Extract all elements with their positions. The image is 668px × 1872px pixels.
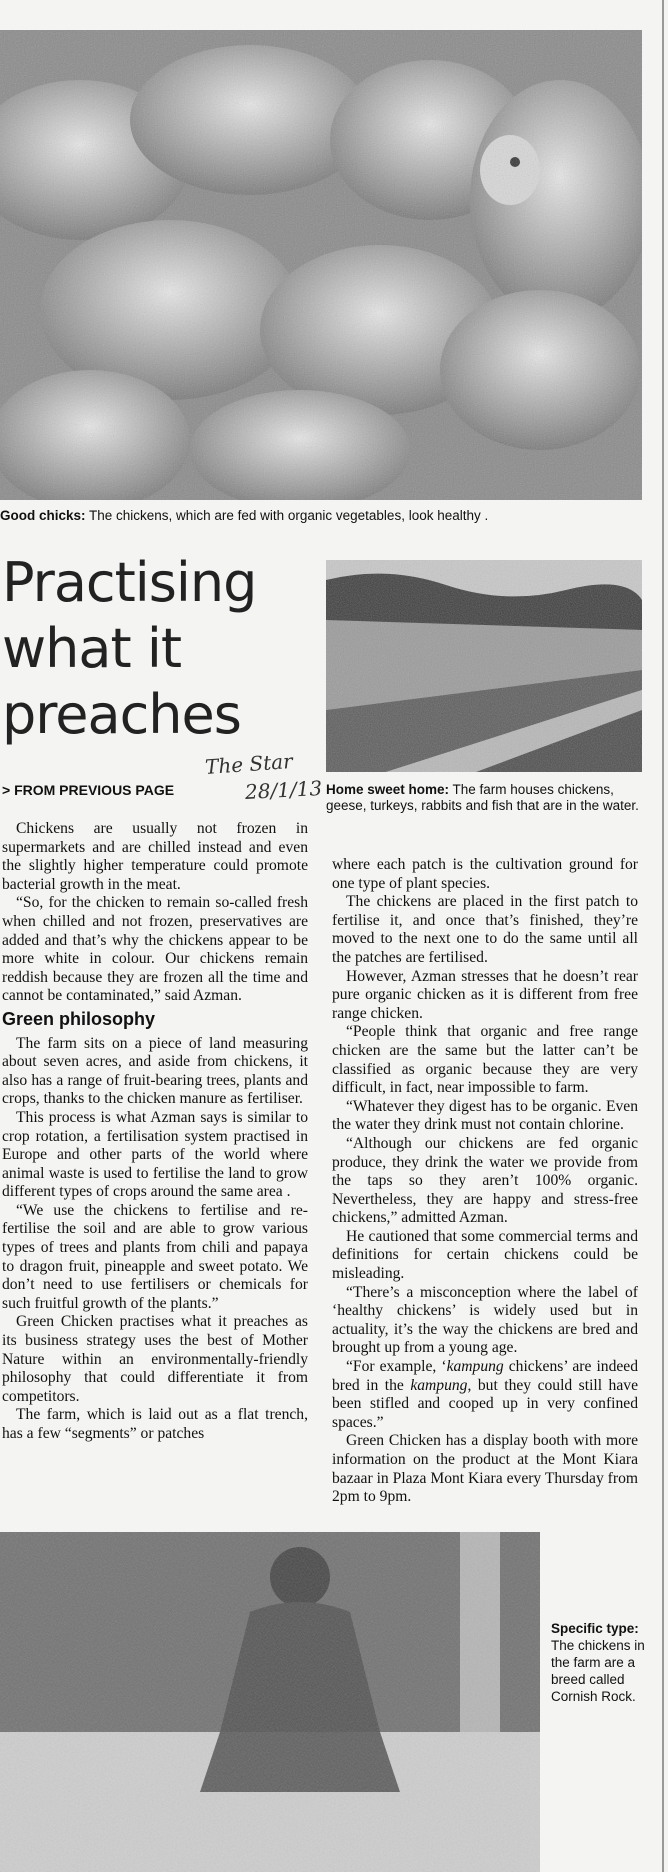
article-column-2 (332, 856, 638, 1507)
top-caption-label: Good chicks: (0, 508, 86, 523)
paragraph: “We use the chickens to fertilise and re-fertilise the soil and are able to grow various types of trees and plants from chili and papaya to dragon fruit, pineapple and sweet potato. We don’t need to use fertilisers or chemicals for such fruitful growth of the plants.” (2, 1201, 308, 1312)
headline (2, 550, 256, 748)
paragraph: The farm sits on a piece of land measuring about seven acres, and aside from chickens, it also has a range of fruit-bearing trees, plants and crops, thanks to the chicken manure as fertiliser. (2, 1034, 308, 1108)
farmer-photo-caption (551, 1620, 651, 1705)
subheading: Green philosophy (2, 1008, 156, 1029)
bottom-caption-label: Specific type: (551, 1621, 639, 1636)
handwritten-source: The Star (204, 748, 294, 780)
headline-line-3: preaches (2, 683, 241, 746)
paragraph: Green Chicken has a display booth with more information on the product at the Mont Kiara bazaar in Plaza Mont Kiara every Thursday from 2pm to 9pm. (332, 1432, 638, 1506)
article-column-1 (2, 820, 308, 1444)
paragraph: “Although our chickens are fed organic produce, they drink the water we provide from the taps so they aren’t 100% organic. Nevertheless, they are happy and stress-free chickens,” admitted Azman. (332, 1134, 638, 1227)
page-edge-line (662, 0, 664, 1872)
paragraph: “People think that organic and free range chicken are the same but the latter can’t be classified as organic because they are very difficult, in fact, near impossible to farm. (332, 1023, 638, 1097)
farm-caption-label: Home sweet home: (326, 782, 450, 797)
italic-term: kampung (446, 1358, 504, 1376)
farm-caption-text: The farm houses chickens, geese, turkeys, rabbits and fish that are in the water. (326, 782, 639, 813)
paragraph: “So, for the chicken to remain so-called fresh when chilled and not frozen, preservatives are added and that’s why the chickens appear to be more white in colour. Our chickens remain reddish because they are frozen all the time and cannot be contaminated,” said Azman. (2, 894, 308, 1005)
paragraph: The farm, which is laid out as a flat trench, has a few “segments” or patches (2, 1406, 308, 1442)
paragraph: Green Chicken practises what it preaches as its business strategy uses the best of Mother Nature within an environmentally-friendly philosophy that could differentiate it from competitors. (2, 1313, 308, 1405)
paragraph: “There’s a misconception where the label of ‘healthy chickens’ is widely used but in actuality, it’s the way the chickens are bred and brought up from a young age. (332, 1283, 638, 1357)
headline-line-2: what it (2, 617, 181, 680)
paragraph: “Whatever they digest has to be organic. Even the water they drink must not contain chlorine. (332, 1097, 638, 1134)
paragraph: This process is what Azman says is similar to crop rotation, a fertilisation system practised in Europe and other parts of the world where animal waste is used to fertilise the land to grow different types of crops around the same area . (2, 1108, 308, 1201)
text-run: “For example, ‘ (346, 1358, 447, 1376)
top-caption-text: The chickens, which are fed with organic vegetables, look healthy . (85, 508, 489, 523)
top-photo-caption (0, 508, 640, 524)
farmer-photo (0, 1532, 540, 1872)
from-previous-page: > FROM PREVIOUS PAGE (2, 782, 175, 798)
paragraph: However, Azman stresses that he doesn’t rear pure organic chicken as it is different from free range chicken. (332, 967, 638, 1022)
farm-photo-caption (326, 782, 642, 814)
farm-photo (326, 560, 642, 772)
bottom-caption-text: The chickens in the farm are a breed called Cornish Rock. (551, 1638, 645, 1704)
paragraph: The chickens are placed in the first patch to fertilise it, and once that’s finished, they’re moved to the next one to do the same until all the patches are fertilised. (332, 893, 638, 966)
headline-line-1: Practising (2, 551, 257, 614)
text-run: , but they could still have been stifled and cooped up in very confined spaces.” (332, 1376, 638, 1431)
text-run: chickens’ are indeed bred in the (332, 1358, 639, 1394)
paragraph (332, 1358, 638, 1432)
chickens-photo (0, 30, 642, 500)
paragraph: Chickens are usually not frozen in supermarkets and are chilled instead and even the slightly higher temperature could promote bacterial growth in the meat. (2, 820, 308, 893)
handwritten-date: 28/1/13 (244, 775, 323, 805)
paragraph: where each patch is the cultivation ground for one type of plant species. (332, 856, 638, 892)
italic-term: kampung (410, 1376, 468, 1394)
paragraph: He cautioned that some commercial terms and definitions for certain chickens could be misleading. (332, 1227, 638, 1283)
